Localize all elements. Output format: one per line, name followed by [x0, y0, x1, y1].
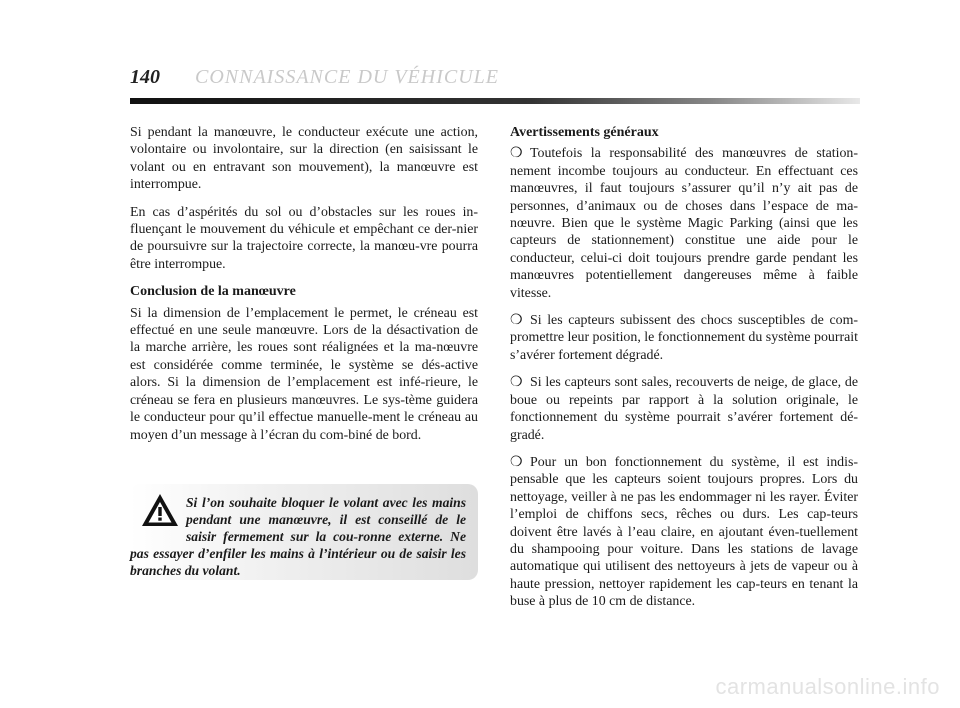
bullet-responsibility [510, 145, 858, 302]
bullet-icon: ❍ [510, 375, 523, 391]
bullet-icon: ❍ [510, 146, 523, 162]
bullet-dirty-sensors [510, 374, 858, 444]
bullet-text: Si les capteurs sont sales, recouverts de neige, de glace, de boue ou repeints par rapport à la solution originale, le fonctionnement du système pourrait s’avérer fortement dé-gradé. [510, 375, 858, 443]
warning-box [130, 484, 478, 580]
conclusion-paragraph: Si la dimension de l’emplacement le permet, le créneau est effectué en une seule manœuvre. Lors de la désactivation de la marche arrière, les roues sont réalignées et la ma-nœuvre est considérée comme terminée, le système se dés-active alors. Si la dimension de l’emplacement est infé-rieure, le créneau se fera en plusieurs manœuvres. Le sys-tème guidera le conducteur pour qu’il effectue manuelle-ment le créneau au moyen d’un message à l’écran du com-biné de bord. [130, 305, 478, 443]
warning-text: Si l’on souhaite bloquer le volant avec les mains pendant une manœuvre, il est conseillé de le saisir fermement sur la cou-ronne externe. Ne pas essayer d’enfiler les mains à l’intérieur ou de saisir les branches du volant. [130, 495, 466, 578]
bullet-sensor-shocks [510, 312, 858, 364]
header-rule [130, 98, 860, 104]
paragraph-steering-interrupt: Si pendant la manœuvre, le conducteur exécute une action, volontaire ou involontaire, sur la direction (en saisissant le volant ou en entravant son mouvement), la manœuvre est interrompue. [130, 125, 478, 193]
watermark: carmanualsonline.info [715, 674, 940, 699]
bullet-text: Toutefois la responsabilité des manœuvres de station-nement incombe toujours au conducteur. En effectuant ces manœuvres, il faut toujours s’assurer qu’il n’y ait pas de personnes, d’animaux ou de choses dans l’espace de ma-nœuvre. Bien que le système Magic Parking (ainsi que les capteurs de stationnement) constitue une aide pour le conducteur, celui-ci doit toujours prendre garde pendant les manœuvres potentiellement dangereuses même à faible vitesse. [510, 146, 858, 301]
section-title: CONNAISSANCE DU VÉHICULE [195, 66, 499, 88]
page-number: 140 [130, 66, 160, 88]
bullet-text: Pour un bon fonctionnement du système, il est indis-pensable que les capteurs soient toujours propres. Lors du nettoyage, veiller à ne pas les endommager ni les rayer. Éviter l’emploi de chiffons secs, rêches ou durs. Les cap-teurs doivent être lavés à l’eau claire, en ajoutant éven-tuellement du shampooing pour voiture. Dans les stations de lavage automatique qui utilisent des nettoyeurs à jets de vapeur ou à haute pression, nettoyer rapidement les cap-teurs en tenant la buse à plus de 10 cm de distance. [510, 454, 858, 610]
right-column [510, 124, 858, 621]
paragraph-obstacles: En cas d’aspérités du sol ou d’obstacles sur les roues in-fluençant le mouvement du véhicule et empêchant ce der-nier de poursuivre sur la trajectoire correcte, la manœu-vre pourra être interrompue. [130, 204, 478, 272]
bullet-text: Si les capteurs subissent des chocs susceptibles de com-promettre leur position, le fonctionnement du système pourrait s’avérer fortement dégradé. [510, 313, 858, 363]
bullet-icon: ❍ [510, 454, 523, 470]
left-column [130, 124, 478, 454]
conclusion-heading: Conclusion de la manœuvre [130, 284, 296, 300]
general-warnings-heading: Avertissements généraux [510, 125, 659, 140]
bullet-icon: ❍ [510, 313, 523, 329]
bullet-cleaning [510, 454, 858, 611]
